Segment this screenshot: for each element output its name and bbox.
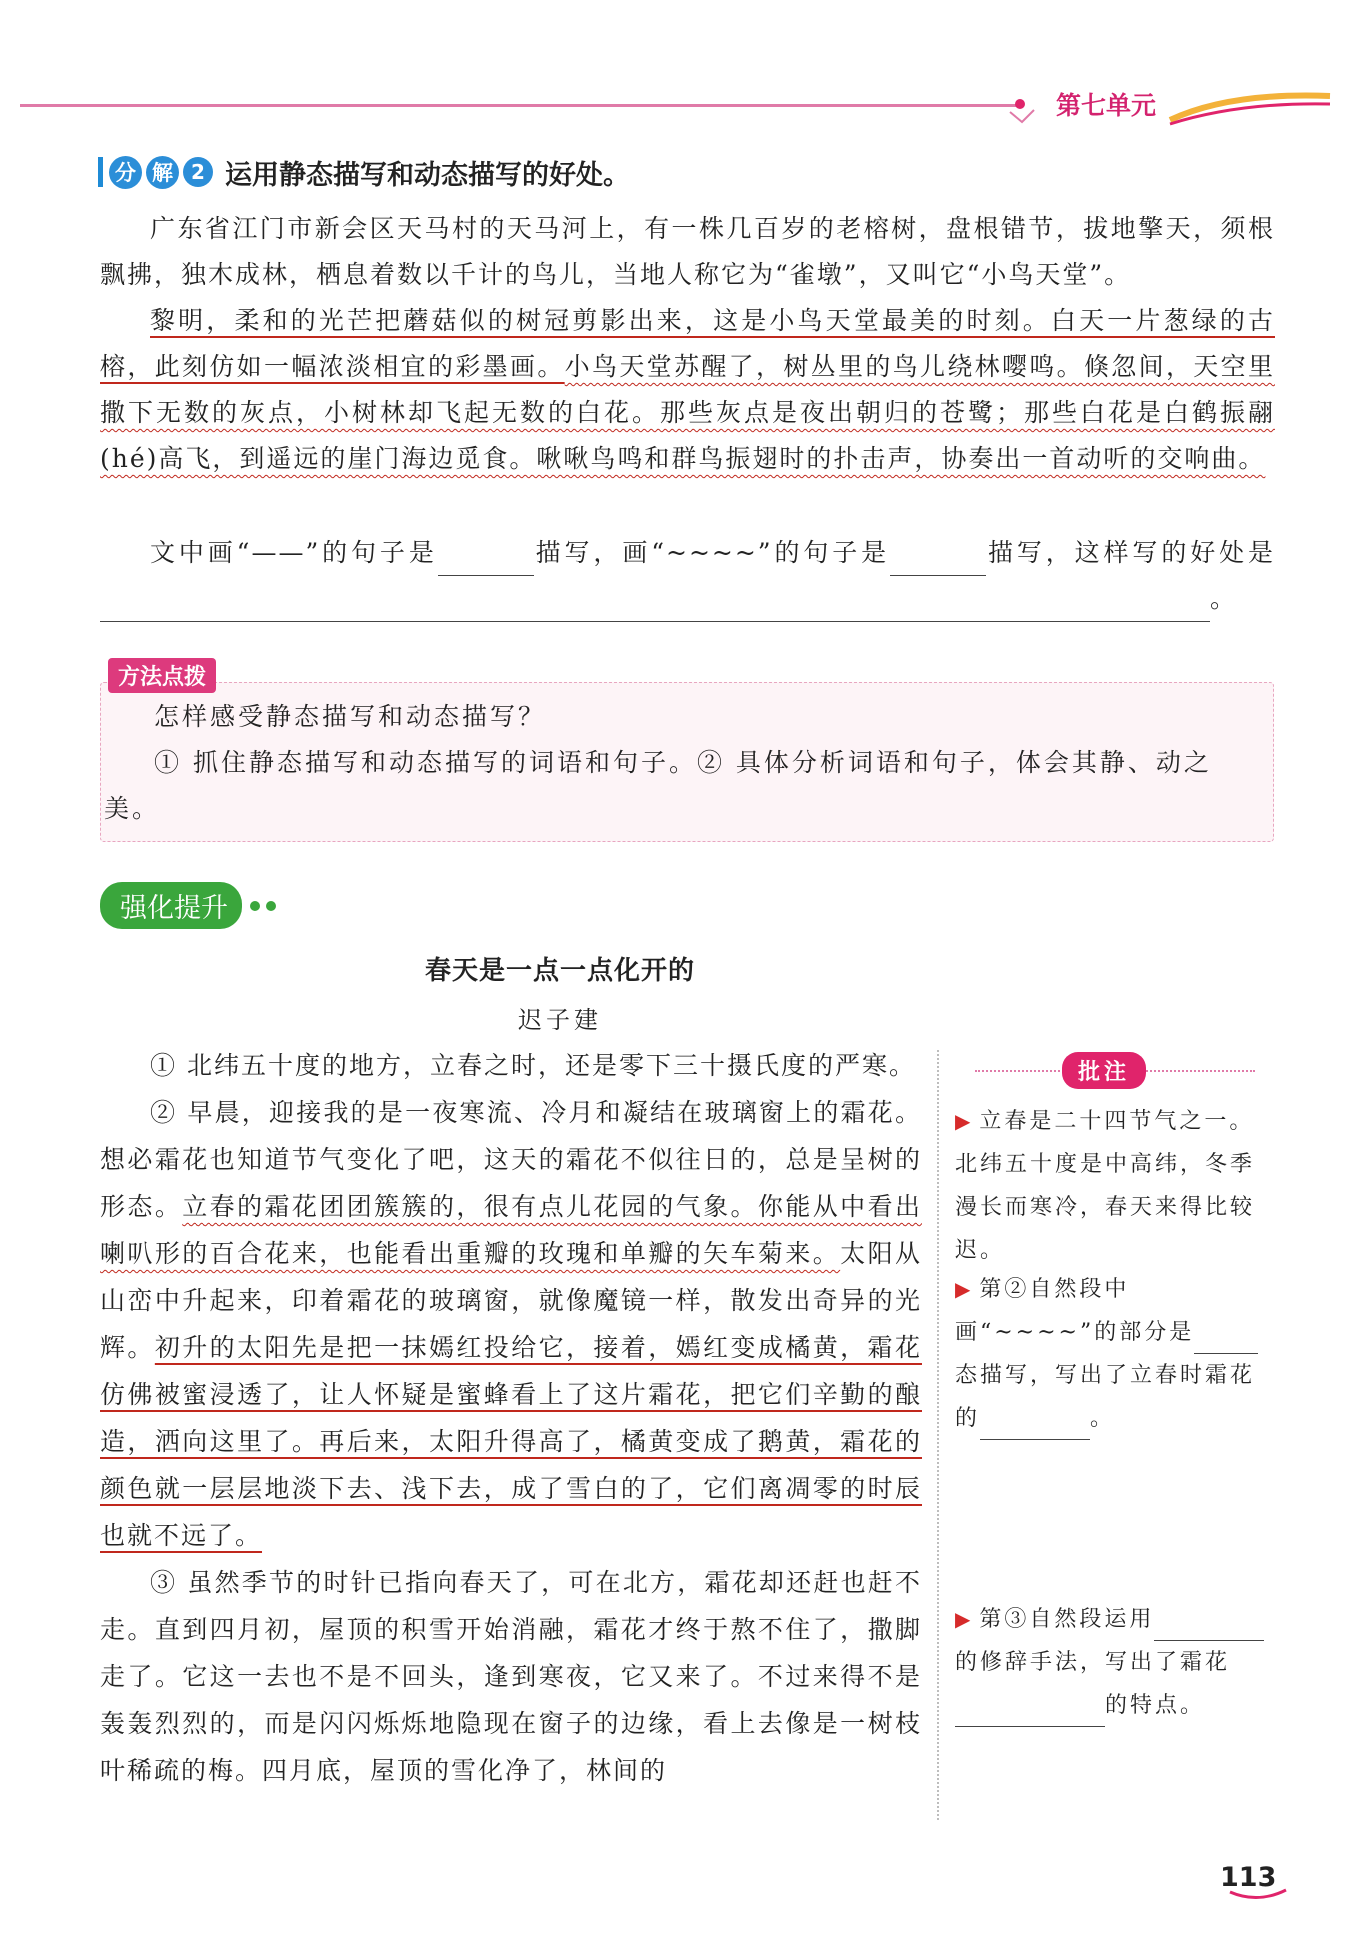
note-text: 。: [1090, 1406, 1116, 1431]
wavy-underlined-sentence: 小鸟天堂苏醒了，树丛里的鸟儿绕林嘤鸣。倏忽间，天空里撒下无数的灰点，小树林却飞起无数的白花。那些灰点是夜出朝归的苍鹭；那些白花是白鹤振翮(hé)高飞，到遥远的崖门海边觅食。啾啾鸟鸣和群鸟振翅时的扑击声，协奏出一首动听的交响曲。: [100, 352, 1275, 473]
wavy-underlined-passage: 立春的霜花团团簇簇的，很有点儿花园的气象。你能从中看出喇叭形的百合花来，也能看出重瓣的玫瑰和单瓣的矢车菊来。: [100, 1192, 922, 1268]
note-text: 态描写，写出了立春时霜花的: [955, 1363, 1256, 1431]
answer-blank-1[interactable]: [438, 545, 534, 576]
page-number: 113: [1220, 1862, 1277, 1893]
method-content: [104, 694, 1266, 832]
answer-blank-4[interactable]: [1194, 1327, 1258, 1354]
question-text-3: 描写，这样写的好处是: [986, 538, 1275, 567]
triangle-bullet-icon: ▶: [955, 1277, 974, 1301]
article-paragraph-2: [100, 1089, 922, 1559]
triangle-bullet-icon: ▶: [955, 1109, 974, 1133]
question-end: 。: [1210, 584, 1238, 613]
solid-underlined-passage: 初升的太阳先是把一抹嫣红投给它，接着，嫣红变成橘黄，霜花仿佛被蜜浸透了，让人怀疑是蜜蜂看上了这片霜花，把它们辛勤的酿造，洒向这里了。再后来，太阳升得高了，橘黄变成了鹅黄，霜花的颜色就一层层地淡下去、浅下去，成了雪白的了，它们离凋零的时辰也就不远了。: [100, 1333, 922, 1550]
article-title: 春天是一点一点化开的: [424, 956, 695, 986]
section-number: 2: [183, 157, 213, 187]
tag-jie: 解: [146, 156, 179, 189]
section-title: 运用静态描写和动态描写的好处。: [225, 159, 630, 191]
annotation-note-3: [955, 1598, 1270, 1727]
article-p2-text: ② 早晨，迎接我的是一夜寒流、冷月和凝结在玻璃窗上的霜花。想必霜花也知道节气变化了吧，这天的霜花不似往日的，总是呈树的形态。: [100, 1098, 922, 1221]
tag-fen: 分: [109, 156, 142, 189]
note-text: 立春是二十四节气之一。北纬五十度是中高纬，冬季漫长而寒冷，春天来得比较迟。: [955, 1109, 1256, 1263]
article-paragraph-3: ③ 虽然季节的时针已指向春天了，可在北方，霜花却还赶也赶不走。直到四月初，屋顶的积雪开始消融，霜花才终于熬不住了，撒脚走了。它这一去也不是不回头，逢到寒夜，它又来了。不过来得不是轰轰烈烈的，而是闪闪烁烁地隐现在窗子的边缘，看上去像是一树枝叶稀疏的梅。四月底，屋顶的雪化净了，林间的: [100, 1568, 922, 1785]
header-swoosh-icon: [1000, 82, 1340, 132]
note-text: 第②自然段中画“~~~~”的部分是: [955, 1277, 1195, 1345]
question-1: [100, 530, 1275, 622]
method-tag: 方法点拨: [108, 658, 216, 693]
passage-paragraph-2: [100, 298, 1275, 482]
note-text: 的特点。: [1105, 1693, 1206, 1718]
article-paragraph-1: ① 北纬五十度的地方，立春之时，还是零下三十摄氏度的严寒。: [150, 1051, 916, 1080]
annotation-note-1: [955, 1100, 1270, 1272]
passage-paragraph-1: 广东省江门市新会区天马村的天马河上，有一株几百岁的老榕树，盘根错节，拔地擎天，须根飘拂，独木成林，栖息着数以千计的鸟儿，当地人称它为“雀墩”，又叫它“小鸟天堂”。: [100, 214, 1275, 289]
section-heading: [98, 152, 630, 192]
annotation-note-2: [955, 1268, 1270, 1440]
article-body: [100, 1042, 922, 1794]
unit-title: 第七单元: [1056, 91, 1157, 120]
article-author: 迟子建: [518, 1006, 602, 1034]
heading-bar: [98, 157, 103, 187]
sidebar-divider: [937, 1050, 939, 1820]
strengthen-heading: [100, 882, 276, 929]
page-swoosh-icon: [1228, 1888, 1288, 1902]
method-answer: ① 抓住静态描写和动态描写的词语和句子。② 具体分析词语和句子，体会其静、动之美。: [104, 748, 1212, 823]
header-rule: [20, 104, 1020, 107]
triangle-bullet-icon: ▶: [955, 1607, 974, 1631]
answer-blank-7[interactable]: [955, 1700, 1105, 1727]
question-text-1: 文中画“——”的句子是: [150, 538, 438, 567]
solid-underlined-sentence: 黎明，柔和的光芒把蘑菇似的树冠剪影出来，这是小鸟天堂最美的时刻。白天一片葱绿的古榕，此刻仿如一幅浓淡相宜的彩墨画。: [100, 306, 1275, 381]
dot-icon: [250, 901, 260, 911]
method-question: 怎样感受静态描写和动态描写？: [154, 702, 547, 731]
note-text: 第③自然段运用: [979, 1607, 1155, 1632]
answer-blank-5[interactable]: [980, 1413, 1090, 1440]
strengthen-label: 强化提升: [100, 882, 242, 929]
answer-blank-6[interactable]: [1154, 1614, 1264, 1641]
article-p2-text: 太阳从山峦中升起来，印着霜花的玻璃窗，就像魔镜一样，散发出奇异的光辉。: [100, 1239, 922, 1362]
question-text-2: 描写，画“~~~~”的句子是: [533, 538, 891, 567]
note-text: 的修辞手法，写出了霜花: [955, 1650, 1231, 1675]
answer-blank-3[interactable]: [100, 591, 1210, 622]
answer-blank-2[interactable]: [890, 545, 986, 576]
dot-icon: [266, 901, 276, 911]
annotation-label: 批注: [1062, 1052, 1146, 1089]
